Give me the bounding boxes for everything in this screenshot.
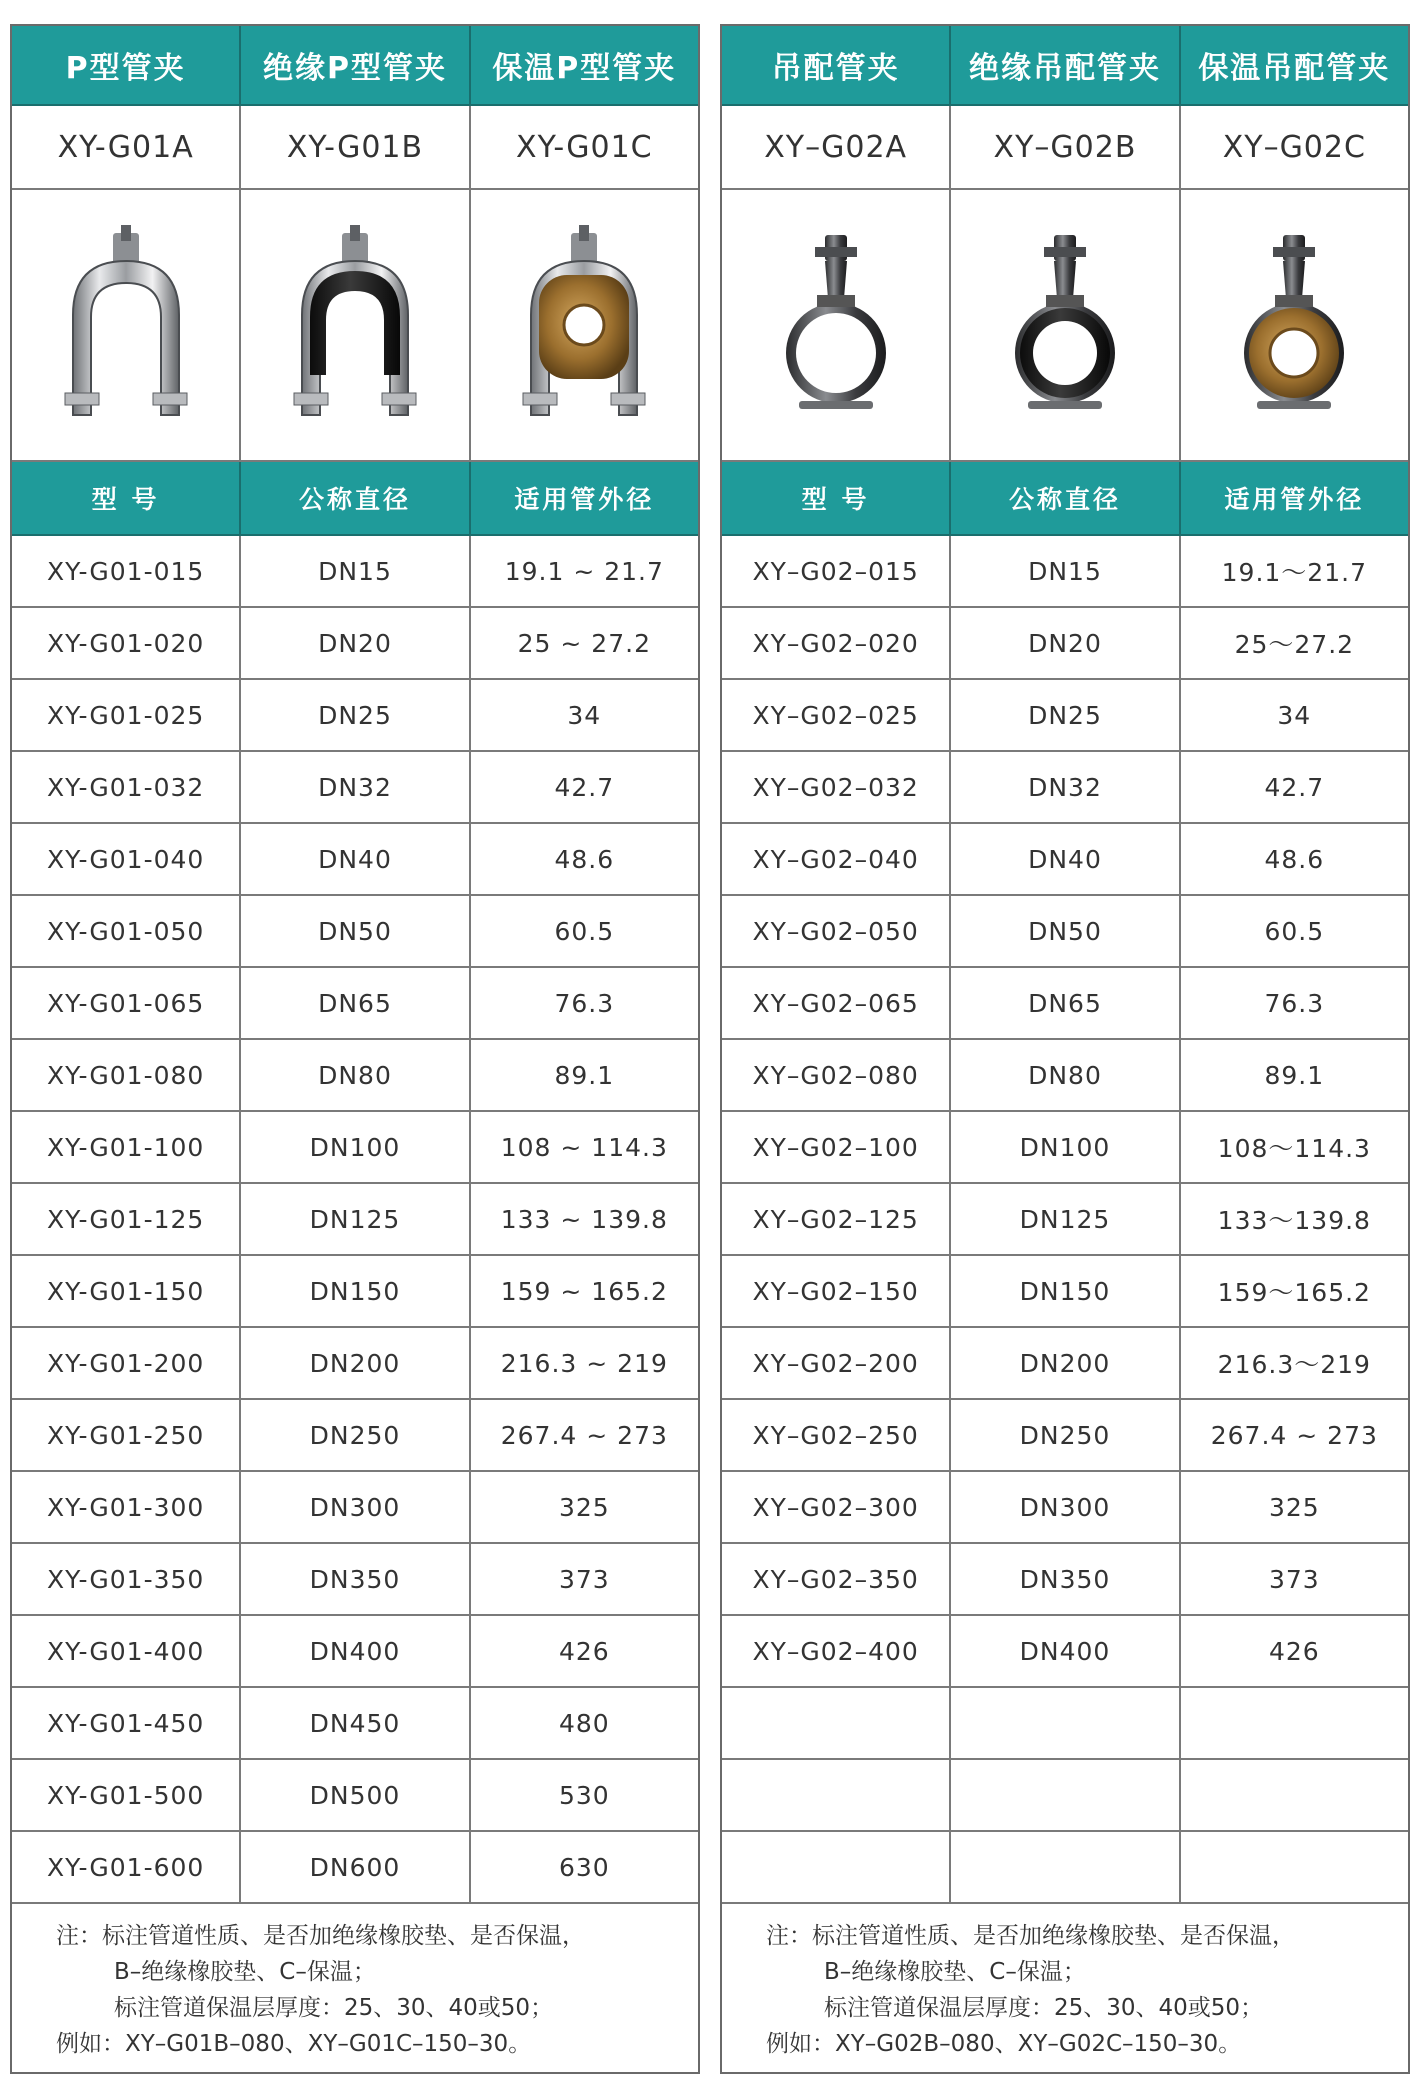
pipe-od-cell: 159 ~ 165.2 — [500, 1276, 668, 1306]
table-row — [12, 1400, 698, 1472]
pipe-od-cell: 480 — [558, 1708, 610, 1738]
pipe-od-cell — [1181, 1760, 1408, 1830]
table-row — [12, 1040, 698, 1112]
note-line: 标注管道保温层厚度：25、30、40或50； — [824, 1995, 1264, 2021]
nominal-diameter-cell: DN65 — [241, 968, 470, 1038]
pipe-od-cell — [1181, 1688, 1408, 1758]
pipe-od-cell: 60.5 — [554, 916, 615, 946]
nominal-diameter-cell: DN400 — [241, 1616, 470, 1686]
model-cell: XY-G01-015 — [12, 536, 241, 606]
model-cell: XY–G02–025 — [722, 680, 951, 750]
pipe-od-cell: 34 — [1277, 700, 1312, 730]
nominal-diameter-cell: DN350 — [951, 1544, 1180, 1614]
pipe-od-cell: 42.7 — [1264, 772, 1325, 802]
table-row — [12, 608, 698, 680]
table-row — [722, 1832, 1408, 1904]
table-row — [12, 1328, 698, 1400]
table-row — [12, 536, 698, 608]
product-code: XY-G01C — [516, 129, 653, 165]
nominal-diameter-cell — [951, 1760, 1180, 1830]
pipe-od-cell: 426 — [1268, 1636, 1320, 1666]
hanger-clamp-spec-table — [720, 24, 1410, 2074]
model-cell: XY–G02–300 — [722, 1472, 951, 1542]
model-cell: XY-G01-500 — [12, 1760, 241, 1830]
nominal-diameter-cell: DN32 — [241, 752, 470, 822]
product-code: XY–G02B — [951, 106, 1180, 188]
table-row — [722, 1400, 1408, 1472]
model-cell: XY-G01-025 — [12, 680, 241, 750]
nominal-diameter-cell: DN65 — [951, 968, 1180, 1038]
pipe-od-cell: 630 — [558, 1852, 610, 1882]
pipe-od-cell: 108 ~ 114.3 — [500, 1132, 668, 1162]
model-cell: XY–G02–050 — [722, 896, 951, 966]
product-image — [1181, 190, 1408, 460]
pipe-od-cell: 216.3～219 — [1217, 1350, 1371, 1379]
spec-header-row — [722, 462, 1408, 536]
pipe-od-cell: 267.4 ~ 273 — [500, 1420, 668, 1450]
table-row — [12, 1688, 698, 1760]
note-line: B–绝缘橡胶垫、C–保温； — [824, 1959, 1086, 1985]
nominal-diameter-cell — [951, 1832, 1180, 1902]
product-image — [722, 190, 951, 460]
model-cell: XY–G02–020 — [722, 608, 951, 678]
pipe-od-cell: 159～165.2 — [1217, 1278, 1371, 1307]
table-row — [722, 1184, 1408, 1256]
pipe-od-cell: 267.4 ~ 273 — [1210, 1420, 1378, 1450]
model-cell: XY-G01-150 — [12, 1256, 241, 1326]
product-code-row — [12, 106, 698, 190]
table-row — [722, 680, 1408, 752]
note-line: B–绝缘橡胶垫、C–保温； — [114, 1959, 376, 1985]
product-title-row — [722, 26, 1408, 106]
nominal-diameter-cell: DN80 — [241, 1040, 470, 1110]
nominal-diameter-cell: DN150 — [951, 1256, 1180, 1326]
pipe-od-cell: 48.6 — [554, 844, 615, 874]
table-row — [722, 896, 1408, 968]
table-row — [12, 1184, 698, 1256]
pipe-od-cell: 48.6 — [1264, 844, 1325, 874]
model-cell: XY–G02–150 — [722, 1256, 951, 1326]
table-row — [722, 1328, 1408, 1400]
product-image — [12, 190, 241, 460]
product-title: 绝缘P型管夹 — [241, 26, 470, 104]
model-cell: XY-G01-065 — [12, 968, 241, 1038]
note-line: 例如：XY–G02B–080、XY–G02C–150–30。 — [766, 2031, 1242, 2057]
product-title: 保温P型管夹 — [492, 51, 677, 86]
table-row — [12, 1256, 698, 1328]
model-cell: XY-G01-600 — [12, 1832, 241, 1902]
pipe-od-cell: 19.1～21.7 — [1221, 558, 1367, 587]
nominal-diameter-cell: DN600 — [241, 1832, 470, 1902]
p-clamp-spec-table — [10, 24, 700, 2074]
nominal-diameter-cell: DN300 — [951, 1472, 1180, 1542]
model-cell: XY-G01-450 — [12, 1688, 241, 1758]
product-title: 绝缘吊配管夹 — [951, 26, 1180, 104]
pipe-od-cell: 34 — [567, 700, 602, 730]
nominal-diameter-cell: DN250 — [951, 1400, 1180, 1470]
spec-header-row — [12, 462, 698, 536]
thermal-p-clamp-icon — [509, 225, 659, 425]
table-row — [722, 1472, 1408, 1544]
pipe-od-cell: 19.1 ~ 21.7 — [504, 556, 664, 586]
spec-note — [12, 1904, 698, 2062]
nominal-diameter-cell: DN32 — [951, 752, 1180, 822]
nominal-diameter-cell: DN350 — [241, 1544, 470, 1614]
table-row — [12, 968, 698, 1040]
product-title: P型管夹 — [12, 26, 241, 104]
pipe-od-cell: 373 — [558, 1564, 610, 1594]
nominal-diameter-cell: DN25 — [951, 680, 1180, 750]
product-image — [241, 190, 470, 460]
model-cell: XY-G01-250 — [12, 1400, 241, 1470]
insulated-hanger-clamp-icon — [990, 225, 1140, 425]
pipe-od-cell: 76.3 — [554, 988, 615, 1018]
model-cell: XY–G02–032 — [722, 752, 951, 822]
pipe-od-cell: 426 — [558, 1636, 610, 1666]
model-cell: XY–G02–350 — [722, 1544, 951, 1614]
nominal-diameter-cell: DN200 — [241, 1328, 470, 1398]
nominal-diameter-cell: DN50 — [951, 896, 1180, 966]
table-row — [722, 1112, 1408, 1184]
nominal-diameter-cell: DN50 — [241, 896, 470, 966]
product-image — [951, 190, 1180, 460]
model-cell: XY–G02–125 — [722, 1184, 951, 1254]
pipe-od-cell — [1181, 1832, 1408, 1902]
table-row — [12, 896, 698, 968]
pipe-od-cell: 530 — [558, 1780, 610, 1810]
product-code: XY-G01A — [12, 106, 241, 188]
p-clamp-icon — [51, 225, 201, 425]
product-title: 吊配管夹 — [722, 26, 951, 104]
pipe-od-cell: 76.3 — [1264, 988, 1325, 1018]
model-cell: XY-G01-032 — [12, 752, 241, 822]
model-cell: XY–G02–400 — [722, 1616, 951, 1686]
model-cell: XY-G01-020 — [12, 608, 241, 678]
insulated-p-clamp-icon — [280, 225, 430, 425]
product-code: XY–G02C — [1222, 129, 1366, 165]
pipe-od-cell: 89.1 — [554, 1060, 615, 1090]
note-line: 注：标注管道性质、是否加绝缘橡胶垫、是否保温， — [56, 1923, 585, 1949]
pipe-od-cell: 373 — [1268, 1564, 1320, 1594]
pipe-od-cell: 89.1 — [1264, 1060, 1325, 1090]
model-cell: XY-G01-040 — [12, 824, 241, 894]
column-header: 型 号 — [722, 462, 951, 534]
model-cell — [722, 1688, 951, 1758]
table-row — [12, 1760, 698, 1832]
column-header: 适用管外径 — [514, 485, 655, 514]
model-cell: XY–G02–100 — [722, 1112, 951, 1182]
table-row — [12, 824, 698, 896]
spec-note — [722, 1904, 1408, 2062]
model-cell: XY-G01-125 — [12, 1184, 241, 1254]
nominal-diameter-cell: DN40 — [951, 824, 1180, 894]
note-line: 注：标注管道性质、是否加绝缘橡胶垫、是否保温， — [766, 1923, 1295, 1949]
nominal-diameter-cell: DN450 — [241, 1688, 470, 1758]
column-header: 适用管外径 — [1224, 485, 1365, 514]
table-row — [722, 1256, 1408, 1328]
product-code-row — [722, 106, 1408, 190]
pipe-od-cell: 133 ~ 139.8 — [500, 1204, 668, 1234]
nominal-diameter-cell: DN100 — [241, 1112, 470, 1182]
product-image-row — [12, 190, 698, 462]
table-row — [12, 680, 698, 752]
table-row — [722, 968, 1408, 1040]
model-cell: XY–G02–080 — [722, 1040, 951, 1110]
nominal-diameter-cell: DN125 — [951, 1184, 1180, 1254]
product-title-row — [12, 26, 698, 106]
table-row — [12, 1544, 698, 1616]
model-cell — [722, 1760, 951, 1830]
product-image-row — [722, 190, 1408, 462]
nominal-diameter-cell: DN500 — [241, 1760, 470, 1830]
nominal-diameter-cell: DN40 — [241, 824, 470, 894]
table-row — [12, 1112, 698, 1184]
model-cell: XY–G02–015 — [722, 536, 951, 606]
model-cell: XY–G02–200 — [722, 1328, 951, 1398]
model-cell: XY-G01-400 — [12, 1616, 241, 1686]
nominal-diameter-cell: DN300 — [241, 1472, 470, 1542]
column-header: 公称直径 — [241, 462, 470, 534]
column-header: 公称直径 — [951, 462, 1180, 534]
model-cell: XY-G01-350 — [12, 1544, 241, 1614]
table-row — [12, 752, 698, 824]
model-cell: XY-G01-200 — [12, 1328, 241, 1398]
pipe-od-cell: 325 — [558, 1492, 610, 1522]
model-cell: XY-G01-080 — [12, 1040, 241, 1110]
pipe-od-cell: 216.3 ~ 219 — [500, 1348, 668, 1378]
note-line: 例如：XY–G01B–080、XY–G01C–150–30。 — [56, 2031, 532, 2057]
nominal-diameter-cell: DN400 — [951, 1616, 1180, 1686]
pipe-od-cell: 108～114.3 — [1217, 1134, 1371, 1163]
nominal-diameter-cell: DN15 — [951, 536, 1180, 606]
model-cell: XY-G01-300 — [12, 1472, 241, 1542]
table-row — [722, 1688, 1408, 1760]
table-row — [12, 1832, 698, 1904]
table-row — [12, 1616, 698, 1688]
nominal-diameter-cell: DN150 — [241, 1256, 470, 1326]
product-code: XY-G01B — [241, 106, 470, 188]
product-image — [471, 190, 698, 460]
pipe-od-cell: 60.5 — [1264, 916, 1325, 946]
table-row — [722, 1616, 1408, 1688]
pipe-od-cell: 25 ~ 27.2 — [517, 628, 651, 658]
note-line: 标注管道保温层厚度：25、30、40或50； — [114, 1995, 554, 2021]
table-row — [722, 1040, 1408, 1112]
pipe-od-cell: 133～139.8 — [1217, 1206, 1371, 1235]
hanger-clamp-icon — [761, 225, 911, 425]
nominal-diameter-cell: DN100 — [951, 1112, 1180, 1182]
model-cell: XY–G02–250 — [722, 1400, 951, 1470]
nominal-diameter-cell: DN125 — [241, 1184, 470, 1254]
model-cell: XY-G01-050 — [12, 896, 241, 966]
model-cell: XY–G02–040 — [722, 824, 951, 894]
pipe-od-cell: 42.7 — [554, 772, 615, 802]
model-cell: XY-G01-100 — [12, 1112, 241, 1182]
thermal-hanger-clamp-icon — [1219, 225, 1369, 425]
table-row — [12, 1472, 698, 1544]
nominal-diameter-cell: DN250 — [241, 1400, 470, 1470]
table-row — [722, 752, 1408, 824]
table-row — [722, 824, 1408, 896]
nominal-diameter-cell: DN25 — [241, 680, 470, 750]
pipe-od-cell: 25～27.2 — [1234, 630, 1355, 659]
nominal-diameter-cell: DN200 — [951, 1328, 1180, 1398]
nominal-diameter-cell: DN20 — [241, 608, 470, 678]
nominal-diameter-cell — [951, 1688, 1180, 1758]
model-cell — [722, 1832, 951, 1902]
product-title: 保温吊配管夹 — [1198, 51, 1391, 86]
column-header: 型 号 — [12, 462, 241, 534]
nominal-diameter-cell: DN20 — [951, 608, 1180, 678]
nominal-diameter-cell: DN80 — [951, 1040, 1180, 1110]
table-row — [722, 1544, 1408, 1616]
model-cell: XY–G02–065 — [722, 968, 951, 1038]
table-row — [722, 1760, 1408, 1832]
nominal-diameter-cell: DN15 — [241, 536, 470, 606]
table-row — [722, 608, 1408, 680]
table-row — [722, 536, 1408, 608]
product-code: XY–G02A — [722, 106, 951, 188]
pipe-od-cell: 325 — [1268, 1492, 1320, 1522]
